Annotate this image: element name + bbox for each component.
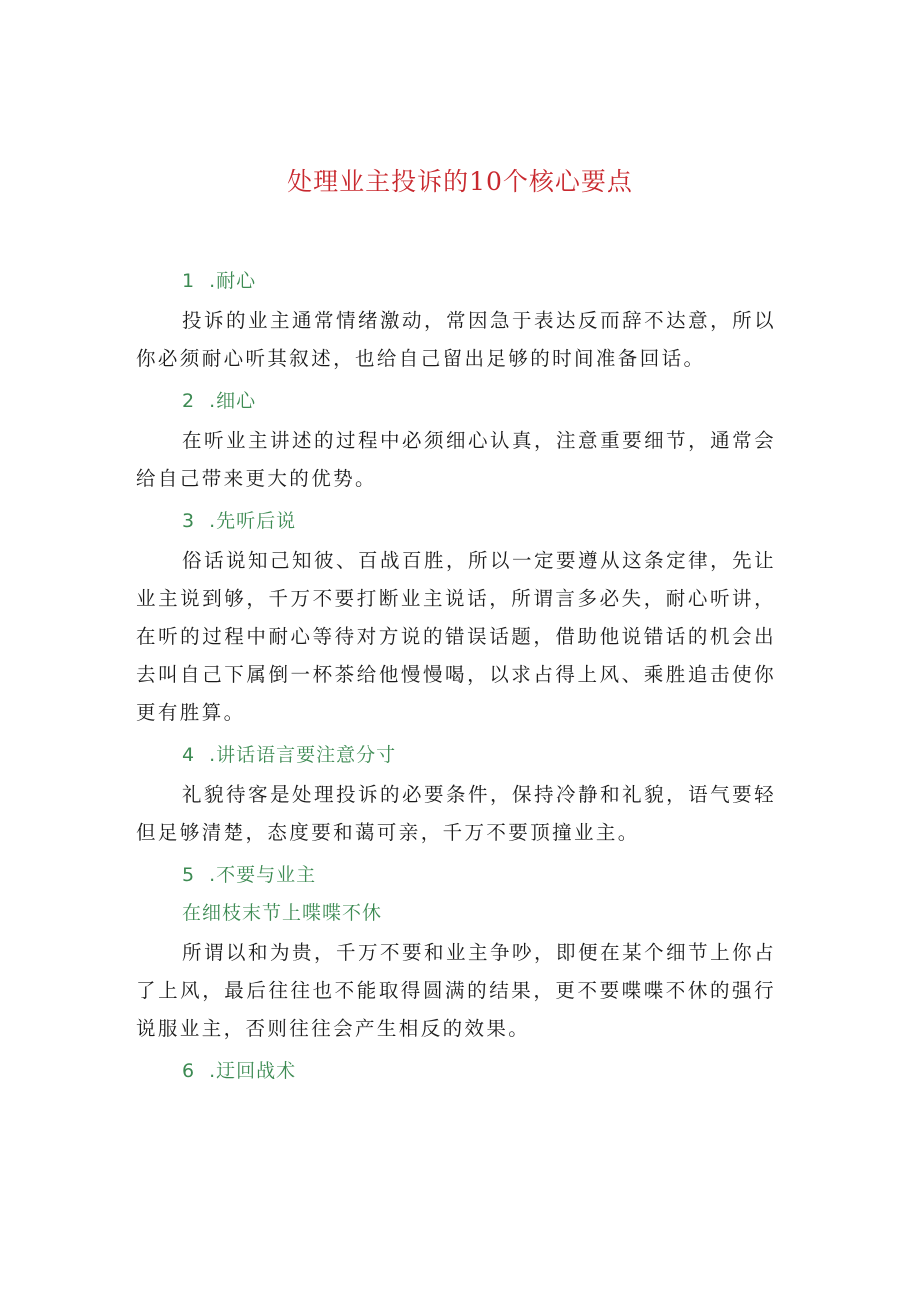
section-heading [136, 1052, 776, 1090]
section-2 [136, 382, 776, 498]
section-heading-continued: 在细枝末节上喋喋不休 [182, 902, 383, 924]
section-heading [136, 502, 776, 540]
section-number: 5 [182, 864, 196, 886]
section-4 [136, 736, 776, 852]
section-paragraph: 俗话说知己知彼、百战百胜，所以一定要遵从这条定律，先让业主说到够，千万不要打断业主说话，所谓言多必失，耐心听讲，在听的过程中耐心等待对方说的错误话题，借助他说错话的机会出去叫自己下属倒一杯茶给他慢慢喝，以求占得上风、乘胜追击使你更有胜算。 [136, 549, 776, 724]
section-title: .讲话语言要注意分寸 [209, 744, 397, 766]
section-title: .不要与业主 [209, 864, 317, 886]
section-5 [136, 856, 776, 1048]
section-6 [136, 1052, 776, 1090]
section-paragraph: 所谓以和为贵，千万不要和业主争吵，即便在某个细节上你占了上风，最后往往也不能取得圆满的结果，更不要喋喋不休的强行说服业主，否则往往会产生相反的效果。 [136, 941, 776, 1040]
section-title: .细心 [209, 390, 257, 412]
section-heading [136, 262, 776, 300]
section-paragraph: 礼貌待客是处理投诉的必要条件，保持冷静和礼貌，语气要轻但足够清楚，态度要和蔼可亲，千万不要顶撞业主。 [136, 783, 776, 844]
section-1 [136, 262, 776, 378]
section-number: 2 [182, 390, 196, 412]
section-number: 4 [182, 744, 196, 766]
section-title: .迂回战术 [209, 1060, 297, 1082]
section-number: 3 [182, 510, 196, 532]
section-heading [136, 382, 776, 420]
section-heading [136, 856, 776, 894]
section-title: .耐心 [209, 270, 257, 292]
page-title: 处理业主投诉的10个核心要点 [287, 167, 633, 196]
section-3 [136, 502, 776, 732]
section-title: .先听后说 [209, 510, 297, 532]
section-paragraph: 在听业主讲述的过程中必须细心认真，注意重要细节，通常会给自己带来更大的优势。 [136, 429, 776, 490]
section-heading [136, 736, 776, 774]
document-body [136, 262, 776, 1090]
section-paragraph: 投诉的业主通常情绪激动，常因急于表达反而辞不达意，所以你必须耐心听其叙述，也给自己留出足够的时间准备回话。 [136, 309, 776, 370]
section-number: 1 [182, 270, 196, 292]
section-number: 6 [182, 1060, 196, 1082]
